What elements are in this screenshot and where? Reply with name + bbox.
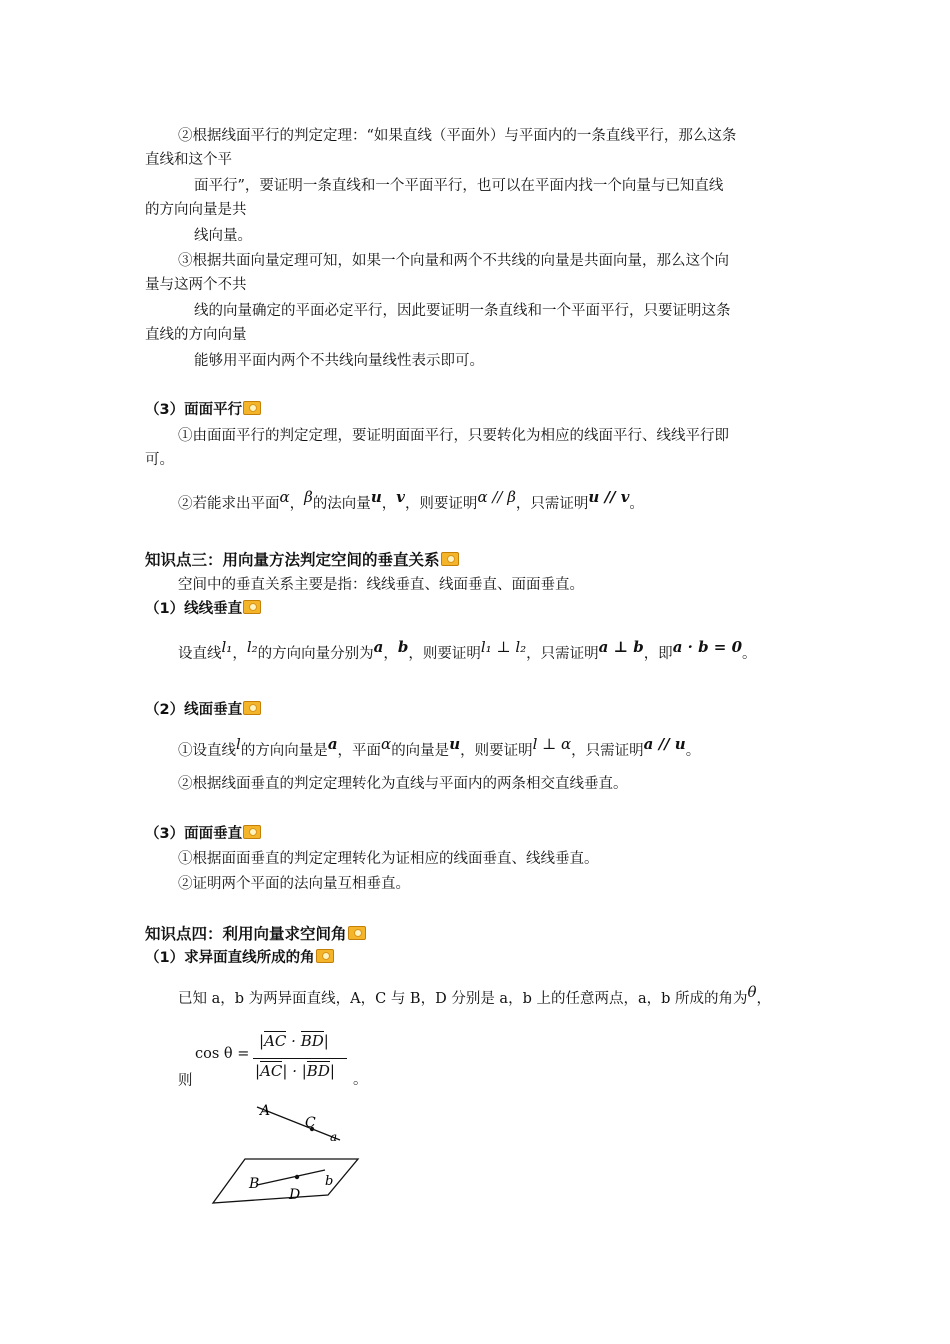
math-v: v (396, 488, 405, 506)
heading-text: （1）线线垂直 (145, 601, 243, 617)
plane-parallelogram (213, 1159, 358, 1203)
folder-icon[interactable] (243, 825, 261, 839)
text: cos θ = (195, 1046, 250, 1062)
math-u: u (370, 488, 382, 506)
text: ①设直线 (178, 743, 236, 759)
vector-bd: BD (300, 1032, 324, 1050)
para-line: 面平行”，要证明一条直线和一个平面平行，也可以在平面内找一个向量与已知直线 (194, 178, 724, 194)
text: ， (289, 496, 305, 512)
para-line: 的方向向量是共 (145, 202, 247, 218)
text: ，则要证明 (408, 646, 481, 662)
label-D: D (289, 1187, 301, 1203)
para-line: 能够用平面内两个不共线向量线性表示即可。 (194, 353, 484, 369)
label-A: A (260, 1103, 271, 1119)
text: · (286, 1032, 301, 1050)
math-a: a (373, 638, 384, 656)
heading-text: （3）面面平行 (145, 402, 243, 418)
math-l-perp-alpha: l ⊥ α (532, 735, 572, 753)
para-line: ③根据共面向量定理可知，如果一个向量和两个不共线的向量是共面向量，那么这个向 (178, 253, 729, 269)
text: ， (756, 991, 772, 1007)
text: 。 (353, 1072, 368, 1088)
folder-icon[interactable] (243, 701, 261, 715)
heading-text: 知识点三：用向量方法判定空间的垂直关系 (145, 551, 440, 569)
text: ， (381, 496, 397, 512)
para-line: 线的向量确定的平面必定平行，因此要证明一条直线和一个平面平行，只要证明这条 (194, 303, 731, 319)
text: 。 (629, 496, 644, 512)
heading-plane-parallel (145, 399, 261, 421)
heading-text: （3）面面垂直 (145, 826, 243, 842)
formula-denominator: |AC| · |BD| (255, 1062, 335, 1080)
vector-ac: AC (264, 1032, 287, 1050)
para-line: 直线和这个平 (145, 152, 232, 168)
folder-icon[interactable] (243, 401, 261, 415)
label-C: C (305, 1115, 316, 1131)
para-line: 空间中的垂直关系主要是指：线线垂直、线面垂直、面面垂直。 (178, 577, 584, 593)
skew-lines-figure (205, 1095, 370, 1215)
heading-plane-plane-perp (145, 823, 261, 845)
heading-line-line-perp (145, 598, 261, 620)
text: 。 (742, 646, 757, 662)
math-b: b (397, 638, 409, 656)
text: 已知 a，b 为两异面直线，A，C 与 B，D 分别是 a，b 上的任意两点，a，b 所成的角为 (178, 991, 748, 1007)
math-a-dot-b: a · b = 0 (672, 638, 743, 656)
heading-text: 知识点四：利用向量求空间角 (145, 925, 347, 943)
vector-bd: BD (306, 1062, 330, 1080)
formula-numerator (259, 1032, 329, 1050)
para-line-with-math (178, 488, 644, 515)
text: ，则要证明 (460, 743, 533, 759)
math-a-perp-b: a ⊥ b (598, 638, 644, 656)
math-theta: θ (747, 983, 757, 1001)
para-line-with-math (178, 983, 772, 1010)
line-b (257, 1170, 325, 1185)
text: ，只需证明 (515, 496, 589, 512)
label-B: B (249, 1176, 260, 1192)
heading-text: （1）求异面直线所成的角 (145, 950, 315, 966)
para-line-with-math (178, 735, 701, 762)
text: ，则要证明 (404, 496, 478, 512)
cos-theta-label (195, 1046, 249, 1062)
math-alpha-parallel-beta: α // β (477, 488, 516, 506)
para-line: ②根据线面平行的判定定理：“如果直线（平面外）与平面内的一条直线平行，那么这条 (178, 128, 737, 144)
math-alpha: α (381, 735, 392, 753)
label-b: b (325, 1174, 334, 1189)
text: ， (383, 646, 398, 662)
text: ，只需证明 (571, 743, 644, 759)
heading-kp4 (145, 923, 366, 945)
para-line: 线向量。 (194, 228, 252, 244)
para-line: 量与这两个不共 (145, 277, 247, 293)
math-a-parallel-u: a // u (643, 735, 686, 753)
folder-icon[interactable] (316, 949, 334, 963)
math-a: a (327, 735, 338, 753)
heading-kp3 (145, 549, 459, 571)
text: 的法向量 (312, 496, 371, 512)
math-l: l (236, 735, 241, 753)
text: 的方向向量是 (240, 743, 328, 759)
heading-skew-angle (145, 947, 334, 969)
para-line: 可。 (145, 452, 174, 468)
label-a: a (330, 1130, 338, 1144)
heading-text: （2）线面垂直 (145, 702, 243, 718)
para-line: ①根据面面垂直的判定定理转化为证相应的线面垂直、线线垂直。 (178, 851, 599, 867)
math-beta: β (304, 488, 313, 506)
para-line: ②根据线面垂直的判定定理转化为直线与平面内的两条相交直线垂直。 (178, 776, 628, 792)
para-line-with-math (178, 638, 757, 665)
text: 。 (685, 743, 701, 759)
para-line: 则 (178, 1073, 193, 1089)
para-line: ②证明两个平面的法向量互相垂直。 (178, 876, 410, 892)
text: | (259, 1032, 265, 1050)
math-l1: l₁ (221, 638, 233, 656)
text: ，即 (643, 646, 673, 662)
fraction-bar (253, 1058, 347, 1059)
text: ，平面 (337, 743, 382, 759)
text: ， (232, 646, 247, 662)
math-u: u (449, 735, 461, 753)
math-l1-perp-l2: l₁ ⊥ l₂ (480, 638, 527, 656)
para-line: ①由面面平行的判定定理，要证明面面平行，只要转化为相应的线面平行、线线平行即 (178, 428, 729, 444)
point-d (295, 1175, 299, 1179)
text: 的向量是 (391, 743, 450, 759)
folder-icon[interactable] (441, 552, 459, 566)
text: 的方向向量分别为 (257, 646, 374, 662)
text: | · | (282, 1062, 307, 1080)
math-l2: l₂ (246, 638, 258, 656)
heading-line-plane-perp (145, 699, 261, 721)
folder-icon[interactable] (348, 926, 366, 940)
text: ②若能求出平面 (178, 496, 280, 512)
math-u-parallel-v: u // v (588, 488, 630, 506)
math-alpha: α (279, 488, 290, 506)
vector-ac: AC (260, 1062, 283, 1080)
text: 设直线 (178, 646, 222, 662)
text: ，只需证明 (526, 646, 599, 662)
para-line: 直线的方向向量 (145, 327, 247, 343)
text: | (323, 1032, 329, 1050)
folder-icon[interactable] (243, 600, 261, 614)
